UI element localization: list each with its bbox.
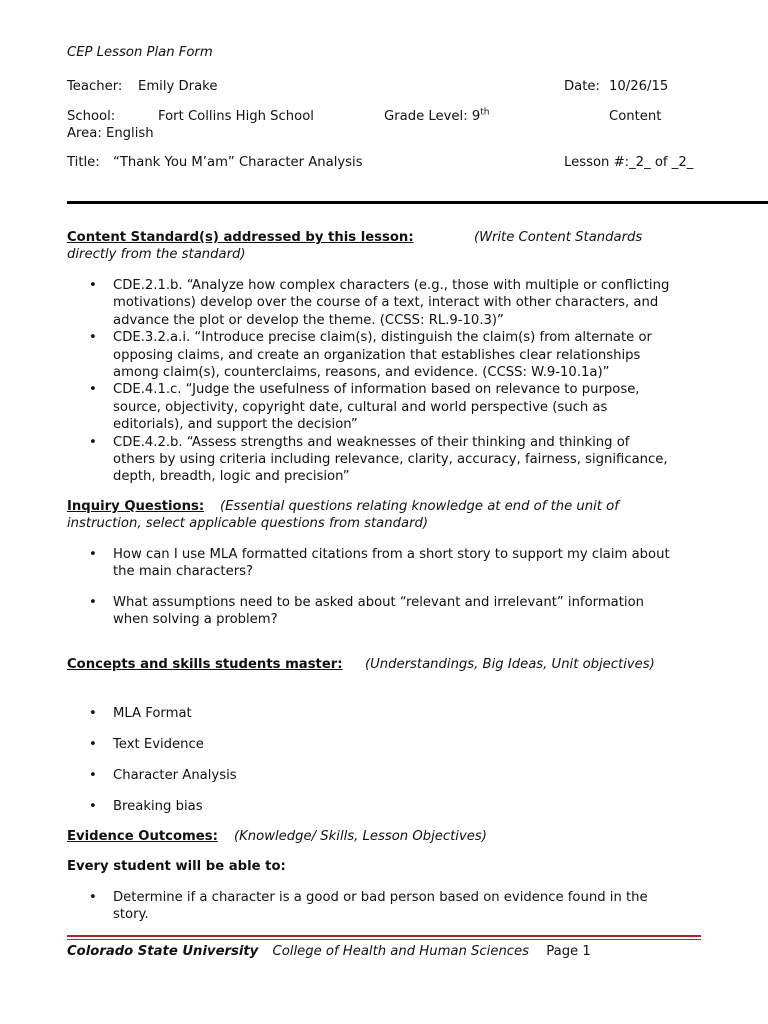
teacher-label: Teacher: [67, 79, 123, 94]
inquiry-item-line: • How can I use MLA formatted citations from a short story to support my claim about [113, 547, 670, 562]
concept-item [67, 736, 237, 753]
title-value: “Thank You M’am” Character Analysis [113, 155, 363, 170]
inquiry-item-line: when solving a problem? [113, 612, 278, 628]
concepts-heading-row [67, 657, 343, 672]
standard-item-line: among claim(s), counterclaims, reasons, and evidence. (CCSS: W.9-10.1a)” [113, 365, 610, 381]
standards-heading: Content Standard(s) addressed by this lesson: [67, 230, 414, 245]
footer-college: College of Health and Human Sciences [272, 944, 530, 959]
outcomes-heading-row [67, 829, 218, 844]
content-area: Area: English [67, 126, 154, 141]
outcomes-heading: Evidence Outcomes: [67, 829, 218, 844]
standards-list [67, 277, 669, 486]
standard-item-line: motivations) develop over the course of a text, interact with other characters, and [113, 295, 659, 311]
standard-item-line: • CDE.2.1.b. “Analyze how complex characters (e.g., those with multiple or conflicting [113, 278, 670, 293]
standard-item [67, 329, 669, 381]
grade-label: Grade Level: 9 [384, 109, 481, 124]
concept-item-line: • Character Analysis [113, 768, 237, 783]
standard-item [67, 434, 669, 486]
concept-item-line: • MLA Format [113, 706, 192, 721]
standards-heading-row [67, 230, 414, 245]
footer-page: Page 1 [546, 944, 591, 959]
concept-item-line: • Text Evidence [113, 737, 204, 752]
standard-item-line: editorials), and support the decision” [113, 417, 358, 433]
footer-rule-top [67, 935, 701, 937]
grade-superscript: th [480, 107, 490, 118]
header-divider [67, 201, 768, 204]
outcome-item-line: story. [113, 907, 149, 923]
inquiry-item [67, 594, 670, 629]
standard-item [67, 277, 669, 329]
concept-item-line: • Breaking bias [113, 799, 203, 814]
footer-university: Colorado State University [67, 944, 259, 959]
standard-item-line: depth, breadth, logic and precision” [113, 469, 350, 485]
standards-note: (Write Content Standards [474, 230, 643, 245]
standard-item-line: source, objectivity, copyright date, cultural and world perspective (such as [113, 399, 608, 415]
form-title: CEP Lesson Plan Form [67, 45, 213, 60]
standard-item-line: opposing claims, and create an organization that establishes clear relationships [113, 347, 641, 363]
outcomes-list [67, 889, 648, 924]
footer [67, 944, 591, 959]
inquiry-note: (Essential questions relating knowledge at end of the unit of [220, 499, 619, 514]
outcomes-note: (Knowledge/ Skills, Lesson Objectives) [234, 829, 487, 844]
standard-item [67, 381, 669, 433]
standard-item-line: advance the plot or develop the theme. (CCSS: RL.9-10.3)” [113, 312, 504, 328]
outcome-item-line: • Determine if a character is a good or bad person based on evidence found in the [113, 890, 648, 905]
standards-note-cont: directly from the standard) [67, 247, 246, 262]
inquiry-list [67, 546, 670, 629]
concept-item [67, 705, 237, 722]
standard-item-line: • CDE.3.2.a.i. “Introduce precise claim(s), distinguish the claim(s) from alternate or [113, 330, 652, 346]
inquiry-item [67, 546, 670, 581]
teacher-value: Emily Drake [138, 79, 218, 94]
standard-item-line: others by using criteria including relevance, clarity, accuracy, fairness, significance, [113, 452, 668, 468]
concepts-list [67, 705, 237, 815]
inquiry-item-line: the main characters? [113, 564, 253, 580]
concept-item [67, 798, 237, 815]
inquiry-item-line: • What assumptions need to be asked about “relevant and irrelevant” information [113, 594, 645, 610]
school-label: School: [67, 109, 116, 124]
standard-item-line: • CDE.4.1.c. “Judge the usefulness of information based on relevance to purpose, [113, 382, 640, 398]
footer-rule-bottom [67, 939, 701, 940]
concept-item [67, 767, 237, 784]
concepts-heading: Concepts and skills students master: [67, 657, 343, 672]
date-value: 10/26/15 [609, 79, 669, 94]
inquiry-note-cont: instruction, select applicable questions from standard) [67, 516, 429, 531]
concepts-note: (Understandings, Big Ideas, Unit objectives) [365, 657, 655, 672]
content-label: Content [609, 109, 662, 124]
date-label: Date: [564, 79, 600, 94]
inquiry-heading: Inquiry Questions: [67, 499, 205, 514]
school-value: Fort Collins High School [158, 109, 314, 124]
outcomes-subheading: Every student will be able to: [67, 859, 286, 874]
lesson-number: Lesson #:_2_ of _2_ [564, 155, 694, 170]
outcome-item [67, 889, 648, 924]
grade-level [384, 109, 489, 124]
standard-item-line: • CDE.4.2.b. “Assess strengths and weaknesses of their thinking and thinking of [113, 434, 630, 450]
inquiry-heading-row [67, 499, 204, 514]
title-label: Title: [67, 155, 100, 170]
